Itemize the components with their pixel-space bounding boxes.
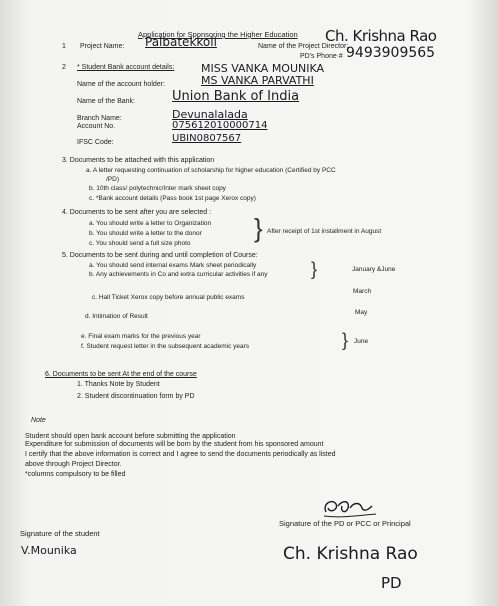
section-6-item-2: 2. Student discontinuation form by PD bbox=[77, 393, 195, 400]
account-holder-value: MISS VANKA MOUNIKA bbox=[201, 62, 325, 75]
item-number-2: 2 bbox=[62, 64, 66, 71]
item-number-1: 1 bbox=[62, 43, 66, 50]
section-5-ef-when: June bbox=[354, 338, 369, 345]
pd-signature-role: PD bbox=[381, 574, 402, 592]
student-signature-value: V.Mounika bbox=[21, 544, 77, 557]
pd-phone-label: PD's Phone # bbox=[300, 53, 343, 60]
account-holder-value-2: MS VANKA PARVATHI bbox=[201, 74, 314, 87]
section-4-item-a: a. You should write a letter to Organization bbox=[89, 220, 212, 227]
pd-signature-name: Ch. Krishna Rao bbox=[283, 544, 418, 564]
account-holder-label: Name of the account holder: bbox=[77, 81, 165, 88]
note-line-1: Student should open bank account before submitting the application bbox=[25, 433, 236, 440]
section-3-item-a: a. A letter requesting continuation of scholarship for higher education (Certified by PCC bbox=[86, 167, 336, 174]
account-no-value: 075612010000714 bbox=[172, 120, 268, 131]
project-director-value: Ch. Krishna Rao bbox=[325, 27, 437, 45]
section-3-item-c: c. *Bank account details (Pass book 1st page Xerox copy) bbox=[89, 195, 256, 202]
project-name-value: Palbatekkoli bbox=[145, 35, 217, 49]
section-5-heading: 5. Documents to be sent during and until completion of Course: bbox=[62, 252, 258, 259]
section-5-c-when: March bbox=[353, 288, 372, 295]
section-3-item-b: b. 10th class/ polytechnic/Inter mark sheet copy bbox=[89, 185, 226, 192]
bank-details-label: * Student Bank account details: bbox=[77, 64, 175, 71]
section-6-heading: 6. Documents to be sent At the end of the course bbox=[45, 371, 197, 378]
document-title: Application for Sponsoring the Higher Education bbox=[138, 30, 298, 39]
section-5-item-e: e. Final exam marks for the previous year bbox=[81, 333, 201, 340]
section-4-item-b: b. You should write a letter to the donor bbox=[89, 230, 202, 237]
section-4-item-c: c. You should send a full size photo bbox=[89, 240, 191, 247]
section-5-brace-ef: } bbox=[342, 330, 349, 350]
project-name-label: Project Name: bbox=[80, 43, 125, 50]
ifsc-value: UBIN0807567 bbox=[172, 133, 242, 144]
branch-name-label: Branch Name: bbox=[77, 115, 122, 122]
section-5-item-d: d. Intimation of Result bbox=[85, 313, 148, 320]
branch-name-value: Devunalalada bbox=[172, 108, 248, 121]
section-5-item-f: f. Student request letter in the subsequent academic years bbox=[81, 343, 250, 350]
note-line-3: I certify that the above information is correct and I agree to send the documents periodically as listed bbox=[25, 451, 336, 458]
section-5-item-c: c. Hall Ticket Xerox copy before annual public exams bbox=[92, 294, 245, 301]
account-no-label: Account No. bbox=[77, 123, 116, 130]
pd-signature-label: Signature of the PD or PCC or Principal bbox=[279, 519, 411, 528]
project-director-label: Name of the Project Director: bbox=[258, 43, 349, 50]
ifsc-label: IFSC Code: bbox=[77, 139, 114, 146]
section-5-item-b: b. Any achievements in Co and extra curricular activities if any bbox=[89, 271, 268, 278]
section-4-heading: 4. Documents to be sent after you are selected : bbox=[62, 209, 212, 216]
note-label: Note bbox=[31, 417, 46, 424]
section-4-note: After receipt of 1st installment in August bbox=[267, 228, 382, 235]
section-5-item-a: a. You should send internal exams Mark sheet periodically bbox=[89, 262, 257, 269]
section-4-brace: } bbox=[254, 213, 263, 243]
note-line-5: *columns compulsory to be filled bbox=[25, 471, 126, 478]
bank-name-label: Name of the Bank: bbox=[77, 98, 135, 105]
section-5-ab-when: January &June bbox=[352, 266, 396, 273]
section-3-heading: 3. Documents to be attached with this application bbox=[62, 157, 215, 164]
note-line-4: above through Project Director. bbox=[25, 461, 122, 468]
pd-phone-value: 9493909565 bbox=[346, 45, 436, 61]
section-3-item-a-cont: /PD) bbox=[106, 176, 119, 183]
note-line-2: Expenditure for submission of documents will be born by the student from his sponsored amount bbox=[25, 441, 324, 448]
section-5-d-when: May bbox=[355, 309, 368, 316]
bank-name-value: Union Bank of India bbox=[172, 89, 300, 104]
section-6-item-1: 1. Thanks Note by Student bbox=[77, 381, 160, 388]
student-signature-label: Signature of the student bbox=[20, 529, 100, 538]
section-5-brace-ab: } bbox=[311, 259, 318, 279]
pd-initials-signature bbox=[320, 494, 380, 522]
